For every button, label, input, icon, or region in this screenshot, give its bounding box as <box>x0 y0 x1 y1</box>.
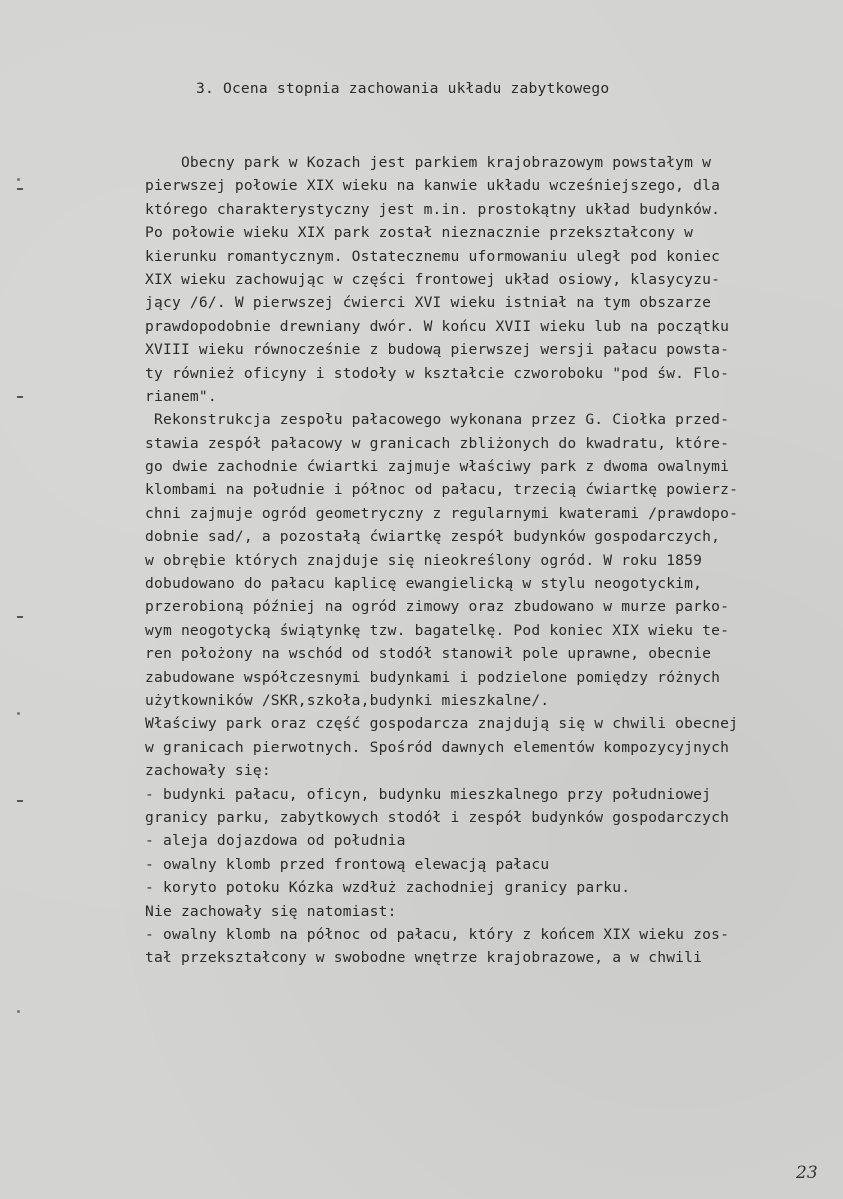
margin-mark <box>17 800 23 802</box>
text-line: Rekonstrukcja zespołu pałacowego wykonana przez G. Ciołka przed- <box>145 411 730 429</box>
text-line: - aleja dojazdowa od południa <box>145 832 406 850</box>
text-line: jący /6/. W pierwszej ćwierci XVI wieku istniał na tym obszarze <box>145 294 712 312</box>
text-line: zabudowane współczesnymi budynkami i podzielone pomiędzy różnych <box>145 668 721 686</box>
text-line: kierunku romantycznym. Ostatecznemu uformowaniu uległ pod koniec <box>145 247 721 265</box>
margin-dot <box>17 712 20 715</box>
text-line: ren położony na wschód od stodół stanowił pole uprawne, obecnie <box>145 645 712 663</box>
text-line: wym neogotycką świątynkę tzw. bagatelkę. Pod koniec XIX wieku te- <box>145 621 730 639</box>
text-line: Właściwy park oraz część gospodarcza znajdują się w chwili obecnej <box>145 715 739 733</box>
margin-mark <box>17 396 23 398</box>
text-line: przerobioną później na ogród zimowy oraz zbudowano w murze parko- <box>145 598 730 616</box>
text-line: użytkowników /SKR,szkoła,budynki mieszkalne/. <box>145 691 550 709</box>
text-line: - owalny klomb przed frontową elewacją pałacu <box>145 855 550 873</box>
text-line: prawdopodobnie drewniany dwór. W końcu XVII wieku lub na początku <box>145 317 730 335</box>
text-line: którego charakterystyczny jest m.in. prostokątny układ budynków. <box>145 200 721 218</box>
text-line: klombami na południe i północ od pałacu, trzecią ćwiartkę powierz- <box>145 481 739 499</box>
text-line: granicy parku, zabytkowych stodół i zespół budynków gospodarczych <box>145 808 730 826</box>
text-line: chni zajmuje ogród geometryczny z regularnymi kwaterami /prawdopo- <box>145 504 739 522</box>
text-line: dobnie sad/, a pozostałą ćwiartkę zespół budynków gospodarczych, <box>145 528 721 546</box>
text-line: XIX wieku zachowując w części frontowej układ osiowy, klasycyzu- <box>145 270 721 288</box>
text-line: w obrębie których znajduje się nieokreślony ogród. W roku 1859 <box>145 551 703 569</box>
margin-mark <box>17 616 23 618</box>
text-line: w granicach pierwotnych. Spośród dawnych elementów kompozycyjnych <box>145 738 730 756</box>
text-line: dobudowano do pałacu kaplicę ewangielicką w stylu neogotyckim, <box>145 575 703 593</box>
text-line: zachowały się: <box>145 762 271 780</box>
text-line: XVIII wieku równocześnie z budową pierwszej wersji pałacu powsta- <box>145 341 730 359</box>
text-line: Nie zachowały się natomiast: <box>145 902 397 920</box>
text-line: ty również oficyny i stodoły w kształcie czworoboku "pod św. Flo- <box>145 364 730 382</box>
margin-dot <box>17 1010 20 1013</box>
margin-dot <box>17 178 20 181</box>
text-line: Obecny park w Kozach jest parkiem krajobrazowym powstałym w <box>145 154 712 171</box>
text-line: rianem". <box>145 387 217 405</box>
page-number: 23 <box>796 1163 818 1183</box>
text-line: stawia zespół pałacowy w granicach zbliżonych do kwadratu, które- <box>145 434 730 452</box>
margin-mark <box>17 188 23 190</box>
text-line: - owalny klomb na północ od pałacu, który z końcem XIX wieku zos- <box>145 925 730 943</box>
text-line: Po połowie wieku XIX park został nieznacznie przekształcony w <box>145 224 694 242</box>
text-line: tał przekształcony w swobodne wnętrze krajobrazowe, a w chwili <box>145 949 703 967</box>
text-line: pierwszej połowie XIX wieku na kanwie układu wcześniejszego, dla <box>145 177 721 195</box>
body-text <box>145 151 825 970</box>
section-heading: 3. Ocena stopnia zachowania układu zabytkowego <box>196 80 610 97</box>
text-line: - budynki pałacu, oficyn, budynku mieszkalnego przy południowej <box>145 785 712 803</box>
text-line: go dwie zachodnie ćwiartki zajmuje właściwy park z dwoma owalnymi <box>145 458 730 476</box>
text-line: - koryto potoku Kózka wzdłuż zachodniej granicy parku. <box>145 879 631 897</box>
